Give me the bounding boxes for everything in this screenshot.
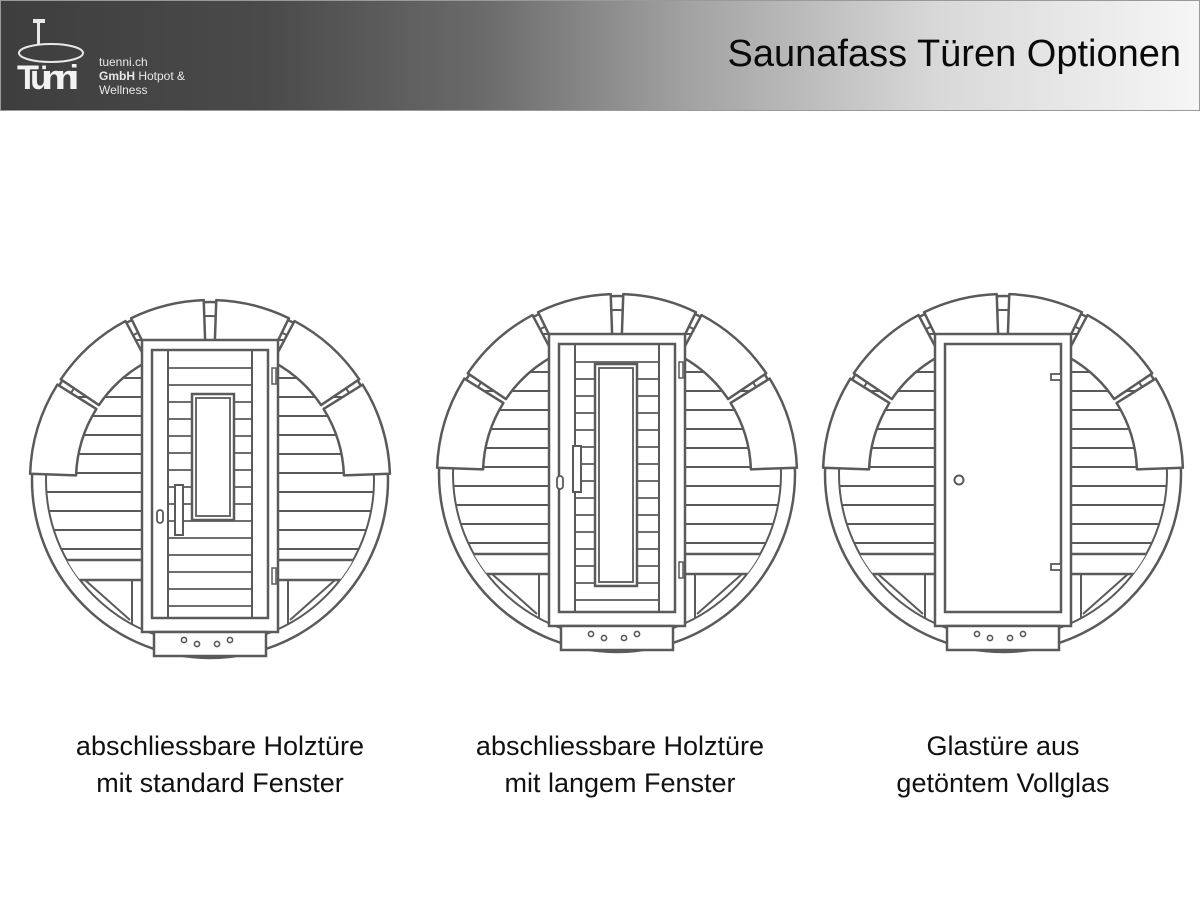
header-banner — [0, 0, 1200, 111]
barrel-sauna-front-icon — [10, 280, 410, 680]
logo-text — [99, 55, 225, 97]
logo-domain: tuenni.ch — [99, 55, 148, 69]
page-title: Saunafass Türen Optionen — [727, 33, 1181, 75]
sauna-door-glass-door — [803, 274, 1200, 674]
sauna-door-long-window — [417, 274, 817, 674]
caption-standard-window: abschliessbare Holztüre mit standard Fenster — [75, 731, 365, 798]
sauna-door-standard-window — [10, 280, 410, 680]
svg-text:Tünni: Tünni — [17, 59, 79, 95]
hotpot-logo-icon — [15, 17, 95, 95]
caption-long-window: abschliessbare Holztüre mit langem Fenster — [475, 731, 765, 798]
caption-glass-door: Glastüre aus getöntem Vollglas — [896, 731, 1110, 798]
barrel-sauna-front-icon — [417, 274, 817, 674]
tuenni-logo — [15, 17, 225, 95]
logo-tagline: GmbH Hotpot & Wellness — [99, 69, 186, 97]
barrel-sauna-front-icon — [803, 274, 1200, 674]
